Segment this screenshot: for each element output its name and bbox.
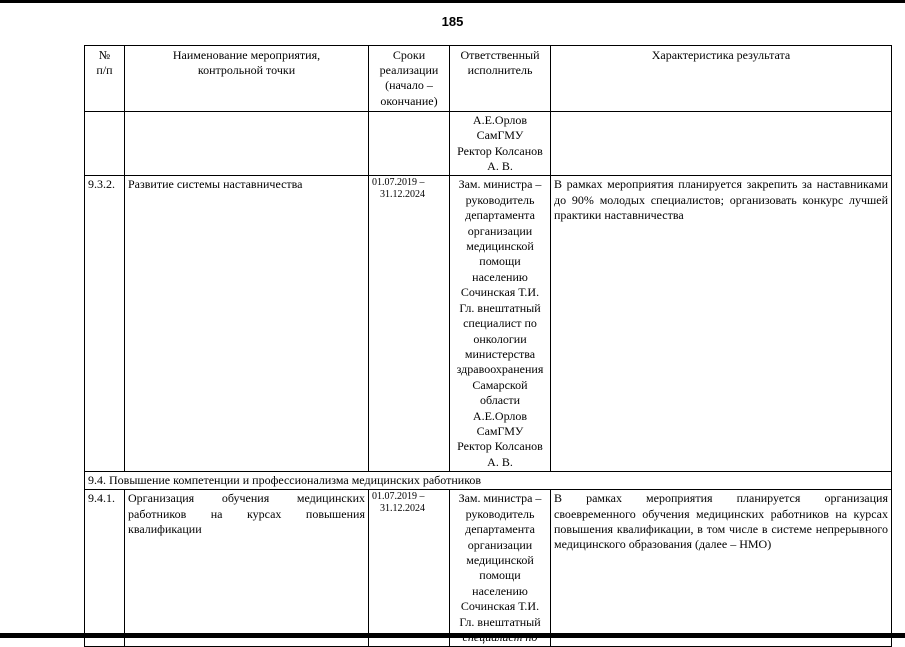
responsible-line: министерства [464,346,536,361]
header-name [125,46,369,112]
continuation-dates-cell [369,111,450,176]
result-description: В рамках мероприятия планируется закрепить за наставниками до 90% молодых специалистов; организовать конкурс лучшей практики наставничества [551,176,892,472]
header-num-line-1: № [98,48,111,62]
header-responsible-line-1: Ответственный [460,48,540,62]
continuation-responsible-cell [450,111,551,176]
header-result [551,46,892,112]
responsible-line: А. В. [487,159,513,174]
header-dates-line-2: (начало – [385,78,433,93]
responsible-line: населению [472,583,528,598]
responsible-line: здравоохранения [456,362,544,377]
page-number: 185 [441,14,464,29]
activity-dates [369,176,450,472]
row-number: 9.3.2. [85,176,125,472]
responsible-line: помощи [479,254,521,269]
responsible-line: Самарской [472,377,528,392]
responsible-line: Ректор Колсанов [457,143,543,158]
responsible-line: организации [467,537,533,552]
responsible-line: помощи [479,568,521,583]
date-end: 31.12.2024 [380,503,425,515]
header-name-line-1: Наименование мероприятия, [172,48,321,62]
activity-name: Развитие системы наставничества [125,176,369,472]
responsible-line: Зам. министра – [458,177,542,192]
responsible-line: области [479,393,521,408]
activity-name: Организация обучения медицинских работников на курсах повышения квалификации [125,490,369,647]
responsible-line: А. В. [487,454,513,469]
section-row-9-4 [85,472,892,490]
table-row-9-3-2 [85,176,892,472]
result-description: В рамках мероприятия планируется организация своевременного обучения медицинских работников на курсах повышения квалификации, в том числе в системе непрерывного медицинского образования (далее – НМО) [551,490,892,647]
responsible-line: специалист по [463,316,537,331]
header-name-line-2: контрольной точки [197,63,296,78]
responsible-line: Гл. внештатный [459,614,541,629]
header-dates-line-1: Сроки реализации [379,48,439,78]
bottom-rule [0,633,905,638]
responsible-line: Сочинская Т.И. [460,599,540,614]
responsible-line: Гл. внештатный [459,300,541,315]
responsible-line: А.Е.Орлов [472,408,528,423]
row-number: 9.4.1. [85,490,125,647]
date-start: 01.07.2019 – [372,177,425,189]
top-rule [0,0,905,3]
responsible-line: онкологии [473,331,527,346]
header-row [85,46,892,112]
responsible-line: руководитель [465,506,535,521]
continuation-name-cell [125,111,369,176]
date-end: 31.12.2024 [380,189,425,201]
section-title: 9.4. Повышение компетенции и профессионализма медицинских работников [85,472,892,490]
responsible-line: СамГМУ [476,128,524,143]
responsible-line: медицинской [466,239,534,254]
header-result-line-1: Характеристика результата [651,48,791,62]
responsible-line: департамента [465,522,535,537]
responsible-line: населению [472,269,528,284]
responsible-line: Зам. министра – [458,491,542,506]
header-dates-line-3: окончание) [380,93,438,108]
activity-plan-table [84,45,892,647]
responsible-line: организации [467,223,533,238]
header-num-line-2: п/п [96,63,113,78]
header-num [85,46,125,112]
header-responsible [450,46,551,112]
responsible-line: медицинской [466,552,534,567]
responsible-cell [450,490,551,647]
header-responsible-line-2: исполнитель [467,63,533,78]
header-dates [369,46,450,112]
activity-dates [369,490,450,647]
responsible-line: департамента [465,208,535,223]
responsible-line: Сочинская Т.И. [460,285,540,300]
responsible-line: Ректор Колсанов [457,439,543,454]
continuation-num-cell [85,111,125,176]
continuation-result-cell [551,111,892,176]
table-row-9-4-1 [85,490,892,647]
responsible-line: А.Е.Орлов [472,112,528,127]
responsible-line: руководитель [465,192,535,207]
date-start: 01.07.2019 – [372,491,425,503]
responsible-cell [450,176,551,472]
responsible-line: СамГМУ [476,423,524,438]
continuation-row [85,111,892,176]
